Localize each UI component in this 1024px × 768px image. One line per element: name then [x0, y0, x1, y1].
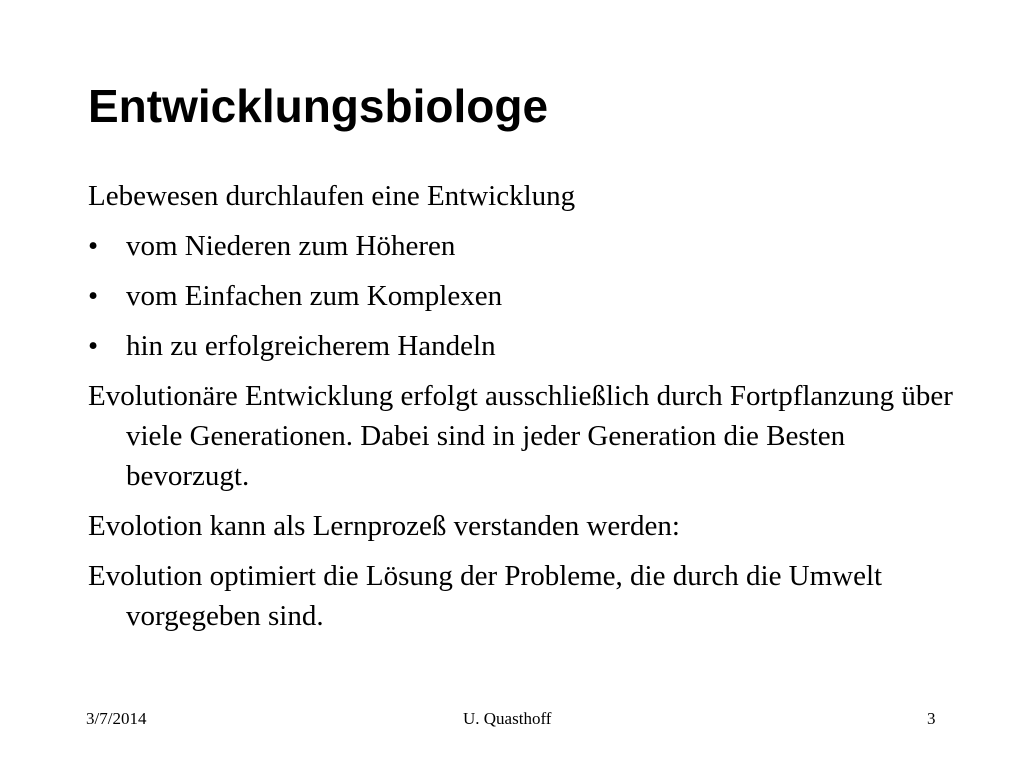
bullet-text: hin zu erfolgreicherem Handeln — [126, 330, 496, 362]
footer-page-number: 3 — [927, 709, 936, 728]
bullet-item — [88, 276, 958, 316]
bullet-text: vom Niederen zum Höheren — [126, 230, 456, 262]
learning-paragraph: Evolotion kann als Lernprozeß verstanden werden: — [88, 510, 680, 542]
slide-body — [88, 176, 958, 646]
evolution-process-paragraph: Evolutionäre Entwicklung erfolgt ausschließlich durch Fortpflanzung über viele Generationen. Dabei sind in jeder Generation die Besten bevorzugt. — [88, 380, 953, 492]
bullet-icon: • — [88, 330, 99, 362]
footer-date: 3/7/2014 — [86, 709, 147, 728]
bullet-item — [88, 326, 958, 366]
bullet-text: vom Einfachen zum Komplexen — [126, 280, 503, 312]
slide-title: Entwicklungsbiologe — [88, 80, 549, 132]
intro-paragraph: Lebewesen durchlaufen eine Entwicklung — [88, 180, 576, 212]
bullet-icon: • — [88, 230, 99, 262]
footer-author: U. Quasthoff — [463, 709, 552, 728]
bullet-item — [88, 226, 958, 266]
optimization-paragraph: Evolution optimiert die Lösung der Probleme, die durch die Umwelt vorgegeben sind. — [88, 560, 883, 632]
bullet-icon: • — [88, 280, 99, 312]
